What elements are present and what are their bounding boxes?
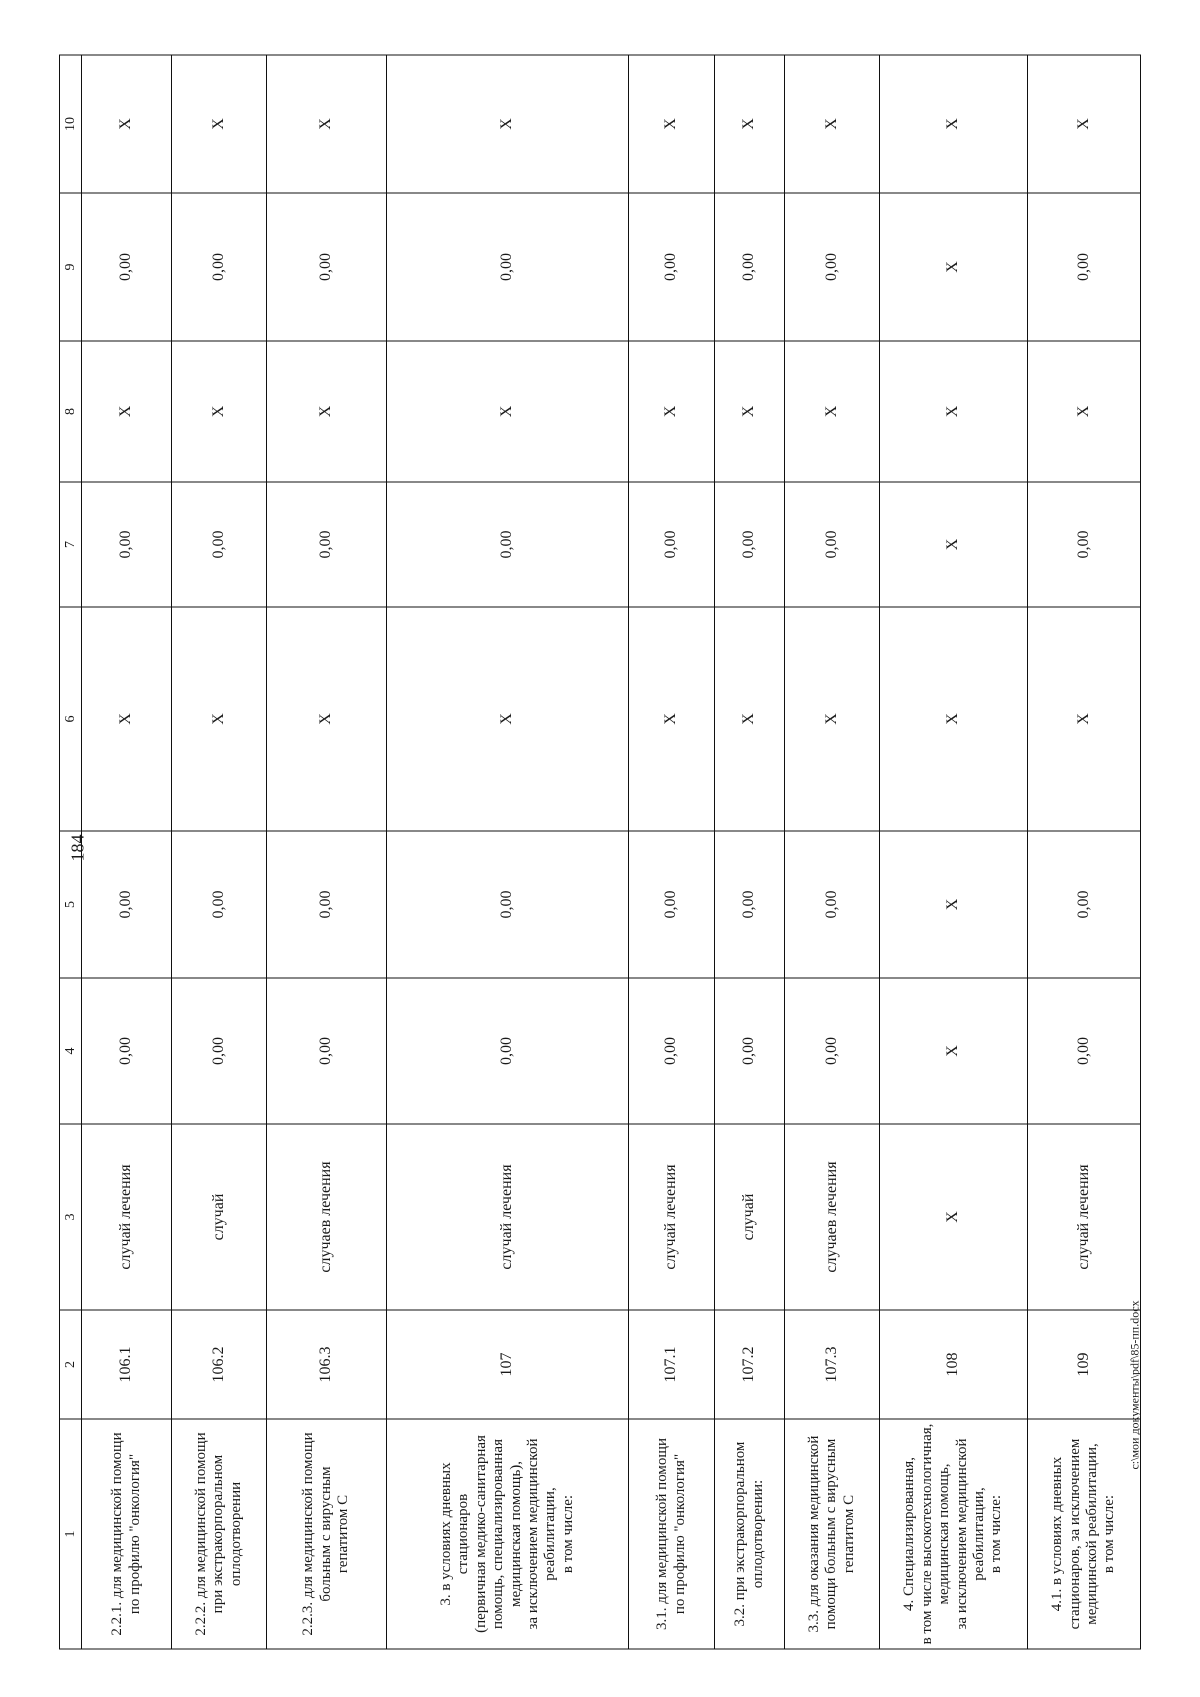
table-cell: случай лечения <box>82 1124 172 1310</box>
table-cell: случай <box>715 1124 785 1310</box>
column-header-6: 6 <box>60 607 82 831</box>
table-cell: 0,00 <box>629 831 715 978</box>
table-cell: случай лечения <box>629 1124 715 1310</box>
table-cell: X <box>267 341 387 482</box>
table-cell: 0,00 <box>785 482 880 607</box>
table-cell: 0,00 <box>1028 831 1141 978</box>
table-cell: 0,00 <box>785 978 880 1124</box>
table-cell: X <box>82 341 172 482</box>
table-cell: 0,00 <box>82 831 172 978</box>
table-cell: 0,00 <box>785 193 880 341</box>
table-cell: X <box>82 55 172 193</box>
table-cell: 0,00 <box>1028 482 1141 607</box>
table-cell: X <box>880 831 1028 978</box>
column-header-4: 4 <box>60 978 82 1124</box>
table-cell: случай лечения <box>387 1124 629 1310</box>
column-header-8: 8 <box>60 341 82 482</box>
table-cell: 0,00 <box>267 482 387 607</box>
table-cell: X <box>880 607 1028 831</box>
table-cell: X <box>880 1124 1028 1310</box>
row-description-cell: 3.2. при экстракорпоральном оплодотворении: <box>715 1419 785 1649</box>
table-cell: 0,00 <box>172 978 267 1124</box>
table-cell: X <box>629 607 715 831</box>
table-cell: 0,00 <box>715 831 785 978</box>
data-table <box>59 55 1141 1650</box>
table-row <box>82 55 172 1649</box>
table-cell: X <box>715 341 785 482</box>
table-cell: 107.2 <box>715 1310 785 1419</box>
table-cell: 0,00 <box>82 482 172 607</box>
table-cell: 106.2 <box>172 1310 267 1419</box>
column-header-9: 9 <box>60 193 82 341</box>
table-cell: X <box>715 55 785 193</box>
page-number: 184 <box>67 834 88 862</box>
table-row <box>785 55 880 1649</box>
table-cell: X <box>267 607 387 831</box>
table-cell: 0,00 <box>629 193 715 341</box>
table-cell: 0,00 <box>387 193 629 341</box>
row-description-cell: 2.2.3. для медицинской помощи больным с вирусным гепатитом С <box>267 1419 387 1649</box>
table-cell: 107 <box>387 1310 629 1419</box>
row-description-cell: 2.2.1. для медицинской помощи по профилю "онкология" <box>82 1419 172 1649</box>
row-description-cell: 4.1. в условиях дневных стационаров, за исключением медицинской реабилитации, в том числе: <box>1028 1419 1141 1649</box>
file-path-footer: c:\мои документы\pdf\85-пп.docx <box>1127 1300 1142 1470</box>
table-cell: X <box>267 55 387 193</box>
table-row <box>267 55 387 1649</box>
column-header-3: 3 <box>60 1124 82 1310</box>
table-cell: 0,00 <box>629 482 715 607</box>
table-row <box>715 55 785 1649</box>
table-row <box>880 55 1028 1649</box>
table-cell: случаев лечения <box>267 1124 387 1310</box>
table-cell: 0,00 <box>715 482 785 607</box>
table-cell: случаев лечения <box>785 1124 880 1310</box>
table-row <box>1028 55 1141 1649</box>
table-row <box>172 55 267 1649</box>
table-cell: X <box>629 341 715 482</box>
table-cell: 0,00 <box>629 978 715 1124</box>
row-description-cell: 3.1. для медицинской помощи по профилю "онкология" <box>629 1419 715 1649</box>
table-cell: X <box>880 55 1028 193</box>
table-cell: X <box>715 607 785 831</box>
table-cell: X <box>880 193 1028 341</box>
table-cell: X <box>387 607 629 831</box>
table-cell: X <box>629 55 715 193</box>
table-cell: X <box>785 55 880 193</box>
table-row <box>387 55 629 1649</box>
table-cell: 0,00 <box>267 193 387 341</box>
table-cell: 0,00 <box>82 193 172 341</box>
table-cell: 0,00 <box>785 831 880 978</box>
table-cell: случай <box>172 1124 267 1310</box>
table-cell: 0,00 <box>387 831 629 978</box>
table-cell: X <box>172 55 267 193</box>
table-cell: X <box>82 607 172 831</box>
table-cell: 0,00 <box>1028 978 1141 1124</box>
table-cell: X <box>880 341 1028 482</box>
table-cell: 0,00 <box>267 831 387 978</box>
column-header-2: 2 <box>60 1310 82 1419</box>
table-cell: 0,00 <box>387 482 629 607</box>
table-cell: X <box>880 978 1028 1124</box>
row-description-cell: 2.2.2. для медицинской помощи при экстракорпоральном оплодотворении <box>172 1419 267 1649</box>
column-header-1: 1 <box>60 1419 82 1649</box>
table-cell: случай лечения <box>1028 1124 1141 1310</box>
header-row <box>60 55 82 1649</box>
column-header-5: 5 <box>60 831 82 978</box>
row-description-cell: 3. в условиях дневных стационаров (первичная медико-санитарная помощь, специализированная медицинская помощь), за исключением медицинской реабилитации, в том числе: <box>387 1419 629 1649</box>
table-cell: 108 <box>880 1310 1028 1419</box>
table-cell: X <box>387 341 629 482</box>
table-cell: X <box>172 341 267 482</box>
table-cell: 0,00 <box>172 193 267 341</box>
table-cell: X <box>1028 341 1141 482</box>
table-cell: 0,00 <box>267 978 387 1124</box>
row-description-cell: 4. Специализированная, в том числе высокотехнологичная, медицинская помощь, за исключением медицинской реабилитации, в том числе: <box>880 1419 1028 1649</box>
table-cell: X <box>785 607 880 831</box>
table-cell: 0,00 <box>172 482 267 607</box>
table-cell: 107.1 <box>629 1310 715 1419</box>
table-cell: 109 <box>1028 1310 1141 1419</box>
column-header-7: 7 <box>60 482 82 607</box>
table-cell: 0,00 <box>172 831 267 978</box>
table-cell: 107.3 <box>785 1310 880 1419</box>
table-cell: 0,00 <box>1028 193 1141 341</box>
table-cell: 0,00 <box>387 978 629 1124</box>
table-cell: X <box>880 482 1028 607</box>
table-cell: X <box>785 341 880 482</box>
table-cell: 106.1 <box>82 1310 172 1419</box>
column-header-10: 10 <box>60 55 82 193</box>
table-cell: X <box>1028 607 1141 831</box>
table-cell: X <box>172 607 267 831</box>
table-row <box>629 55 715 1649</box>
table-cell: 0,00 <box>82 978 172 1124</box>
row-description-cell: 3.3. для оказания медицинской помощи больным с вирусным гепатитом С <box>785 1419 880 1649</box>
table-cell: 0,00 <box>715 978 785 1124</box>
table-cell: 0,00 <box>715 193 785 341</box>
table-cell: X <box>1028 55 1141 193</box>
table-cell: 106.3 <box>267 1310 387 1419</box>
table-cell: X <box>387 55 629 193</box>
